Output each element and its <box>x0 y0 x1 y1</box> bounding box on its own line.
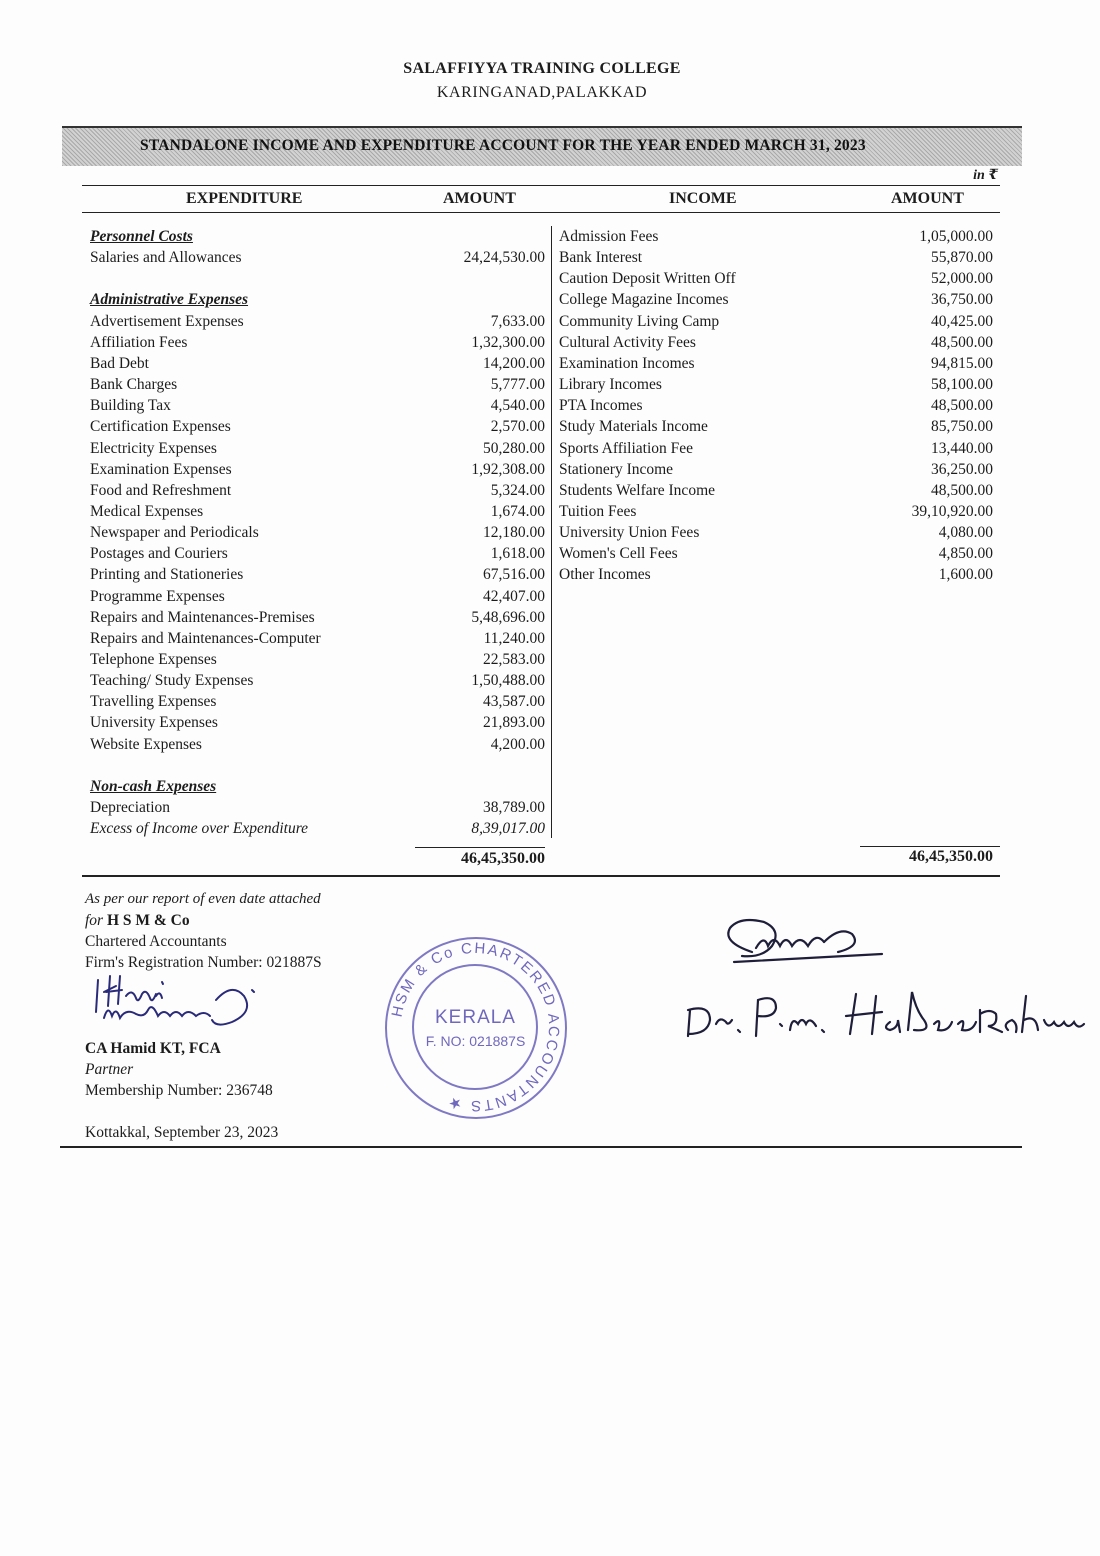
amount-header-right: AMOUNT <box>891 190 964 207</box>
expenditure-label: Telephone Expenses <box>90 651 217 668</box>
firm-type: Chartered Accountants <box>85 933 227 950</box>
report-line: As per our report of even date attached <box>85 891 321 907</box>
statement-title: STANDALONE INCOME AND EXPENDITURE ACCOUNT FOR THE YEAR ENDED MARCH 31, 2023 <box>140 137 866 154</box>
income-label: Examination Incomes <box>559 355 695 372</box>
expenditure-label: Certification Expenses <box>90 418 231 435</box>
college-place: KARINGANAD,PALAKKAD <box>436 84 648 101</box>
firm-line <box>85 912 190 930</box>
expenditure-label: Depreciation <box>90 799 171 816</box>
partner-role: Partner <box>85 1061 134 1078</box>
expenditure-amount: 21,893.00 <box>483 714 545 731</box>
expenditure-amount: 1,674.00 <box>490 503 545 520</box>
income-amount: 1,05,000.00 <box>919 228 993 245</box>
income-label: University Union Fees <box>559 524 700 541</box>
expenditure-amount: 5,777.00 <box>490 376 545 393</box>
expenditure-label: Affiliation Fees <box>90 334 188 351</box>
expenditure-section-heading: Administrative Expenses <box>90 291 249 308</box>
expenditure-amount: 1,50,488.00 <box>471 672 545 689</box>
expenditure-amount: 4,200.00 <box>490 736 545 753</box>
expenditure-amount: 11,240.00 <box>483 630 545 647</box>
expenditure-amount: 8,39,017.00 <box>471 820 545 837</box>
income-amount: 55,870.00 <box>931 249 993 266</box>
footer-rule <box>60 1146 1022 1148</box>
income-amount: 36,250.00 <box>931 461 993 478</box>
expenditure-label: Programme Expenses <box>90 588 225 605</box>
seal-frn-text: F. NO: 021887S <box>425 1033 526 1049</box>
svg-text:HSM & Co CHARTERED ACCOUNTANTS: HSM & Co CHARTERED ACCOUNTANTS ★ <box>388 939 563 1115</box>
expenditure-label: University Expenses <box>90 714 218 731</box>
income-label: Women's Cell Fees <box>559 545 678 562</box>
expenditure-amount: 22,583.00 <box>483 651 545 668</box>
currency-note: in ₹ <box>973 168 998 183</box>
income-amount: 40,425.00 <box>931 313 993 330</box>
income-amount: 36,750.00 <box>931 291 993 308</box>
income-label: Study Materials Income <box>559 418 708 435</box>
income-label: Admission Fees <box>559 228 659 245</box>
column-divider <box>551 226 552 838</box>
expenditure-label: Electricity Expenses <box>90 440 217 457</box>
expenditure-amount: 67,516.00 <box>483 566 545 583</box>
principal-name-signature <box>676 986 1096 1046</box>
income-label: Sports Affiliation Fee <box>559 440 694 457</box>
expenditure-amount: 5,324.00 <box>490 482 545 499</box>
expenditure-amount: 50,280.00 <box>483 440 545 457</box>
income-label: Community Living Camp <box>559 313 720 330</box>
table-bottom-rule <box>82 875 1000 877</box>
expenditure-amount: 42,407.00 <box>483 588 545 605</box>
expenditure-amount: 24,24,530.00 <box>463 249 545 266</box>
income-header: INCOME <box>669 190 737 207</box>
income-amount: 48,500.00 <box>931 482 993 499</box>
firm-registration: Firm's Registration Number: 021887S <box>85 954 322 971</box>
firm-seal <box>385 937 567 1119</box>
income-label: Other Incomes <box>559 566 651 583</box>
expenditure-label: Printing and Stationeries <box>90 566 244 583</box>
income-amount: 4,080.00 <box>938 524 993 541</box>
expenditure-section-heading: Personnel Costs <box>90 228 193 245</box>
expenditure-label: Examination Expenses <box>90 461 232 478</box>
expenditure-section-heading: Non-cash Expenses <box>90 778 217 795</box>
expenditure-total: 46,45,350.00 <box>461 850 545 867</box>
income-label: College Magazine Incomes <box>559 291 729 308</box>
income-amount: 48,500.00 <box>931 397 993 414</box>
income-label: Tuition Fees <box>559 503 637 520</box>
expenditure-amount: 43,587.00 <box>483 693 545 710</box>
statement-title-banner <box>62 126 1022 166</box>
expenditure-label: Bank Charges <box>90 376 178 393</box>
income-label: Bank Interest <box>559 249 643 266</box>
expenditure-label: Food and Refreshment <box>90 482 232 499</box>
total-right-top-rule <box>860 846 1000 847</box>
expenditure-label: Repairs and Maintenances-Premises <box>90 609 315 626</box>
income-amount: 85,750.00 <box>931 418 993 435</box>
expenditure-label: Repairs and Maintenances-Computer <box>90 630 321 647</box>
expenditure-label: Bad Debt <box>90 355 149 372</box>
principal-initials-signature <box>712 912 902 972</box>
expenditure-amount: 1,618.00 <box>490 545 545 562</box>
total-left-top-rule <box>415 847 545 848</box>
income-label: Caution Deposit Written Off <box>559 270 736 287</box>
expenditure-label: Salaries and Allowances <box>90 249 242 266</box>
expenditure-amount: 5,48,696.00 <box>471 609 545 626</box>
partner-name: CA Hamid KT, FCA <box>85 1040 221 1057</box>
expenditure-header: EXPENDITURE <box>186 190 303 207</box>
expenditure-label: Newspaper and Periodicals <box>90 524 259 541</box>
income-total: 46,45,350.00 <box>909 848 993 865</box>
income-amount: 94,815.00 <box>931 355 993 372</box>
expenditure-label: Teaching/ Study Expenses <box>90 672 254 689</box>
auditor-signature <box>92 972 282 1034</box>
expenditure-amount: 14,200.00 <box>483 355 545 372</box>
income-amount: 58,100.00 <box>931 376 993 393</box>
expenditure-amount: 1,32,300.00 <box>471 334 545 351</box>
income-label: PTA Incomes <box>559 397 643 414</box>
expenditure-amount: 1,92,308.00 <box>471 461 545 478</box>
expenditure-label: Postages and Couriers <box>90 545 228 562</box>
membership-number: Membership Number: 236748 <box>85 1082 273 1099</box>
income-amount: 1,600.00 <box>938 566 993 583</box>
income-amount: 4,850.00 <box>938 545 993 562</box>
seal-center-text: KERALA <box>435 1007 516 1028</box>
table-header-rule <box>82 212 1000 213</box>
income-amount: 13,440.00 <box>931 440 993 457</box>
expenditure-label: Medical Expenses <box>90 503 204 520</box>
income-amount: 52,000.00 <box>931 270 993 287</box>
expenditure-amount: 12,180.00 <box>483 524 545 541</box>
income-amount: 48,500.00 <box>931 334 993 351</box>
expenditure-label: Travelling Expenses <box>90 693 217 710</box>
income-label: Cultural Activity Fees <box>559 334 696 351</box>
firm-name: H S M & Co <box>106 912 190 929</box>
expenditure-amount: 38,789.00 <box>483 799 545 816</box>
income-label: Library Incomes <box>559 376 662 393</box>
expenditure-amount: 7,633.00 <box>490 313 545 330</box>
expenditure-label: Excess of Income over Expenditure <box>90 820 309 837</box>
expenditure-amount: 2,570.00 <box>490 418 545 435</box>
expenditure-label: Building Tax <box>90 397 171 414</box>
expenditure-amount: 4,540.00 <box>490 397 545 414</box>
income-amount: 39,10,920.00 <box>911 503 993 520</box>
table-top-rule <box>82 185 1000 186</box>
expenditure-label: Website Expenses <box>90 736 202 753</box>
income-label: Students Welfare Income <box>559 482 715 499</box>
place-date: Kottakkal, September 23, 2023 <box>85 1124 279 1141</box>
income-label: Stationery Income <box>559 461 674 478</box>
college-name: SALAFFIYYA TRAINING COLLEGE <box>403 60 681 77</box>
amount-header-left: AMOUNT <box>443 190 516 207</box>
expenditure-label: Advertisement Expenses <box>90 313 244 330</box>
for-prefix: for <box>85 912 104 929</box>
